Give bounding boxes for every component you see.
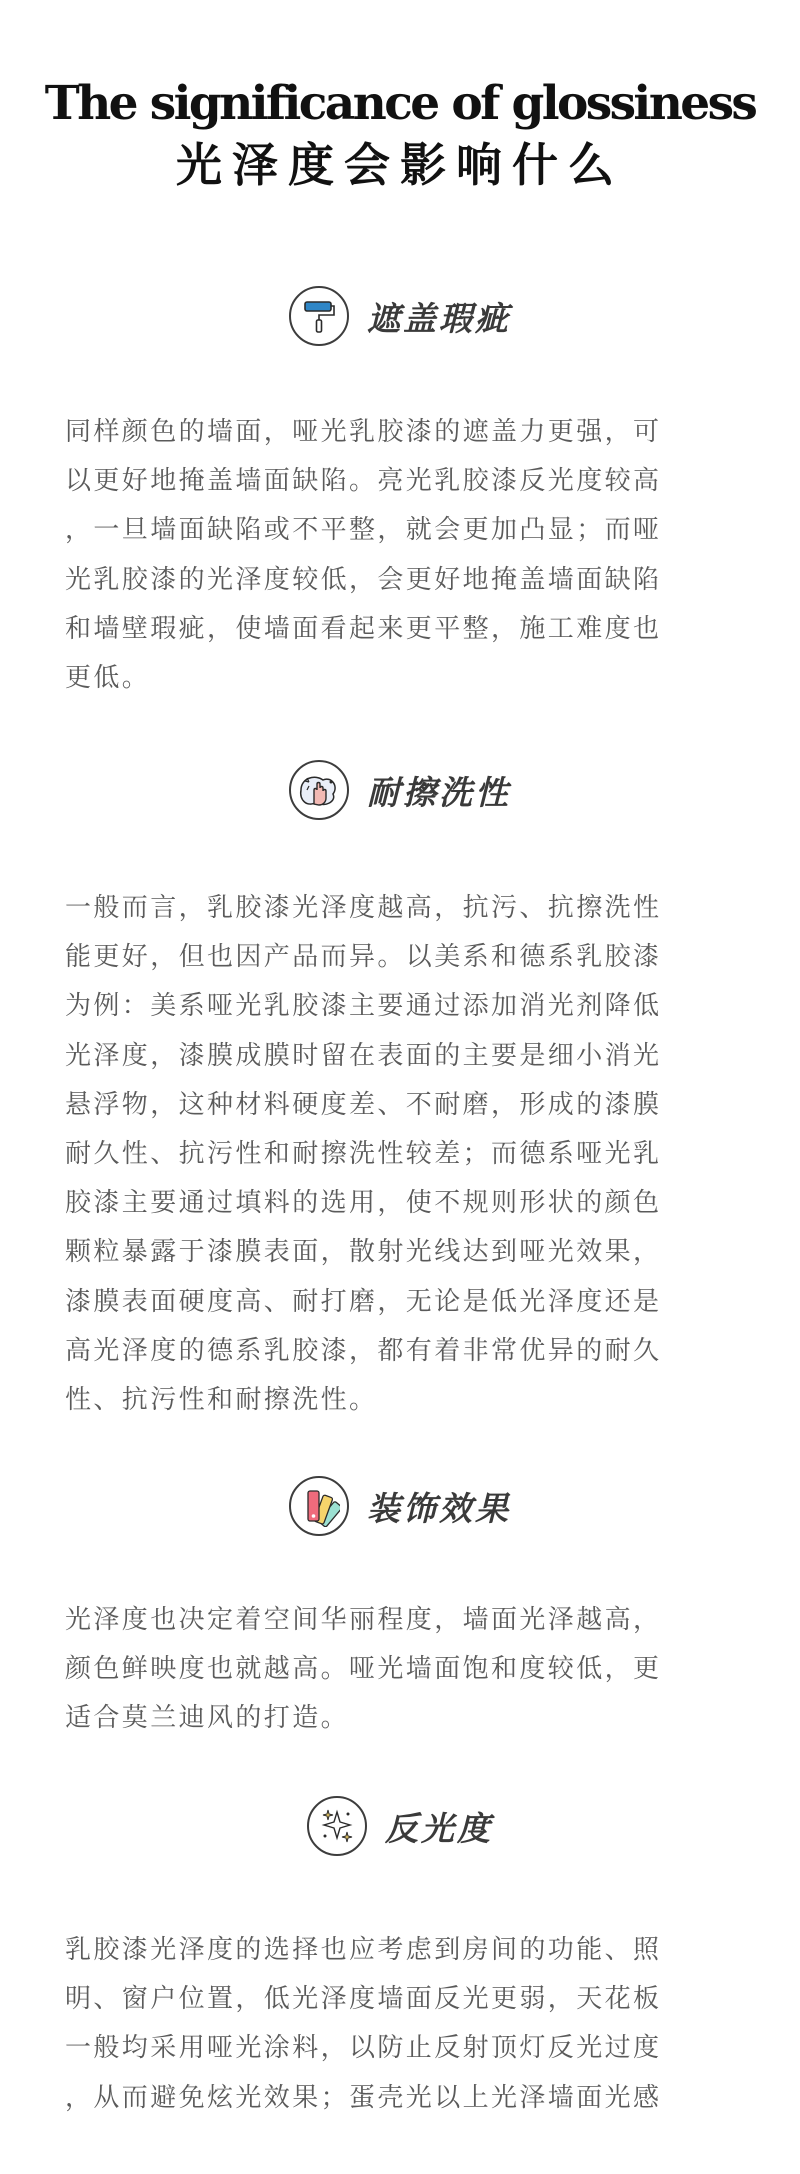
paragraph-line: 性、抗污性和耐擦洗性。 [65, 1385, 378, 1416]
page-title-english: The significance of glossiness [44, 76, 756, 131]
section-title: 反光度 [385, 1808, 493, 1848]
paragraph-line: 一般均采用哑光涂料，以防止反射顶灯反光过度 [65, 2033, 662, 2064]
paragraph-line: 同样颜色的墙面，哑光乳胶漆的遮盖力更强，可 [65, 417, 662, 447]
paragraph-line: 高光泽度的德系乳胶漆，都有着非常优异的耐久 [65, 1335, 662, 1366]
paragraph-line: 适合莫兰迪风的打造。 [65, 1703, 350, 1734]
section-paragraph-cover-flaws [65, 408, 735, 703]
paragraph-line: 更低。 [65, 663, 151, 694]
paragraph-line: ，从而避免炫光效果；蛋壳光以上光泽墙面光感 [65, 2082, 662, 2113]
paragraph-line: ，一旦墙面缺陷或不平整，就会更加凸显；而哑 [65, 515, 662, 546]
paragraph-line: 颗粒暴露于漆膜表面，散射光线达到哑光效果， [65, 1237, 662, 1268]
section-heading-cover-flaws [0, 286, 800, 346]
paragraph-line: 胶漆主要通过填料的选用，使不规则形状的颜色 [65, 1188, 662, 1219]
section-title: 遮盖瑕疵 [367, 298, 511, 338]
paragraph-line: 耐久性、抗污性和耐擦洗性较差；而德系哑光乳 [65, 1139, 662, 1170]
section-heading-decorative-effect [0, 1476, 800, 1536]
cleaning-glove-icon [289, 760, 349, 820]
paragraph-line: 能更好，但也因产品而异。以美系和德系乳胶漆 [65, 942, 662, 973]
paragraph-line: 和墙壁瑕疵，使墙面看起来更平整，施工难度也 [65, 613, 662, 644]
paragraph-line: 为例：美系哑光乳胶漆主要通过添加消光剂降低 [65, 991, 662, 1022]
section-title: 装饰效果 [367, 1488, 511, 1528]
section-paragraph-reflectance [65, 1926, 735, 2123]
paragraph-line: 颜色鲜映度也就越高。哑光墙面饱和度较低，更 [65, 1654, 662, 1685]
section-title: 耐擦洗性 [367, 772, 511, 812]
section-heading-reflectance [0, 1796, 800, 1856]
paragraph-line: 乳胶漆光泽度的选择也应考虑到房间的功能、照 [65, 1935, 662, 1965]
section-paragraph-scrub-resistance [65, 884, 735, 1425]
paragraph-line: 光乳胶漆的光泽度较低，会更好地掩盖墙面缺陷 [65, 564, 662, 595]
paint-roller-icon [289, 286, 349, 346]
paragraph-line: 悬浮物，这种材料硬度差、不耐磨，形成的漆膜 [65, 1089, 662, 1120]
paragraph-line: 以更好地掩盖墙面缺陷。亮光乳胶漆反光度较高 [65, 466, 662, 497]
page-title-chinese: 光泽度会影响什么 [176, 138, 624, 192]
paragraph-line: 光泽度也决定着空间华丽程度，墙面光泽越高， [65, 1605, 662, 1635]
section-paragraph-decorative-effect [65, 1596, 735, 1744]
paragraph-line: 一般而言，乳胶漆光泽度越高，抗污、抗擦洗性 [65, 893, 662, 923]
section-heading-scrub-resistance [0, 760, 800, 820]
sparkle-icon [307, 1796, 367, 1856]
paragraph-line: 漆膜表面硬度高、耐打磨，无论是低光泽度还是 [65, 1286, 662, 1317]
color-swatch-icon [289, 1476, 349, 1536]
paragraph-line: 光泽度，漆膜成膜时留在表面的主要是细小消光 [65, 1040, 662, 1071]
paragraph-line: 明、窗户位置，低光泽度墙面反光更弱，天花板 [65, 1984, 662, 2015]
